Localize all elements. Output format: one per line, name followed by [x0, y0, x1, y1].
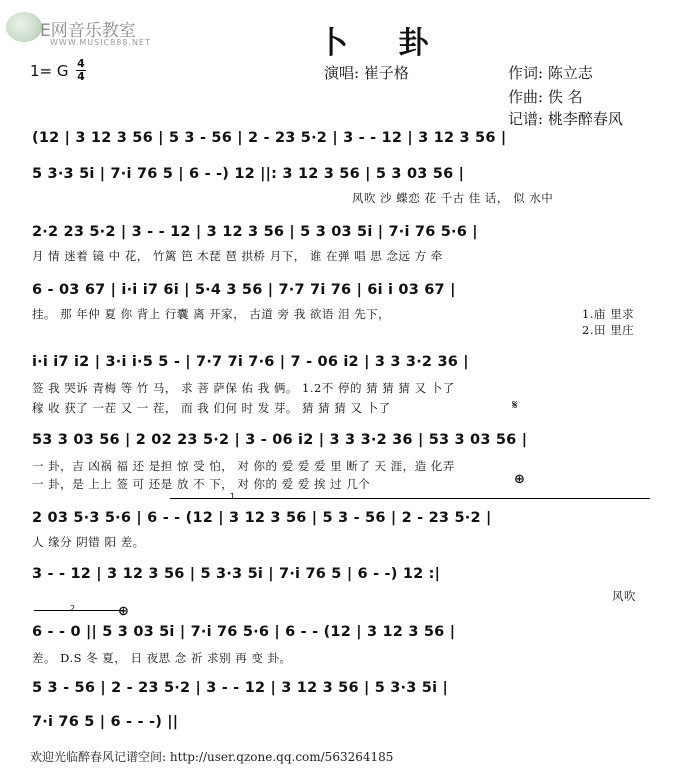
score-row-8: 3 - - 12 | 3 12 3 56 | 5 3·3 5i | 7·i 76 5 | 6 - -) 12 :| — [32, 566, 441, 582]
lyric-row-6b: 一 卦，是 上上 签 可 还是 放 不 下， 对 你的 爱 爱 挨 过 几个 — [32, 477, 371, 491]
score-row-4: 6 - 03 67 | i·i i7 6i | 5·4 3 56 | 7·7 7i 76 | 6i i 03 67 | — [32, 282, 456, 298]
coda-icon-1: ⊕ — [514, 472, 525, 487]
lyricist-credit: 作词: 陈立志 — [508, 64, 593, 82]
score-row-9: 6 - - 0 || 5 3 03 5i | 7·i 76 5·6 | 6 - - (12 | 3 12 3 56 | — [32, 624, 456, 640]
time-signature-bottom: 4 — [77, 70, 85, 83]
lyric-row-8: 风吹 — [612, 589, 636, 603]
segno-icon: 𝄋 — [512, 398, 518, 413]
logo-url: WWW.MUSIC888.NET — [50, 38, 151, 47]
score-row-5: i·i i7 i2 | 3·i i·5 5 - | 7·7 7i 7·6 | 7 - 06 i2 | 3 3 3·2 36 | — [32, 354, 469, 370]
score-row-1: (12 | 3 12 3 56 | 5 3 - 56 | 2 - 23 5·2 | 3 - - 12 | 3 12 3 56 | — [32, 130, 507, 146]
lyric-row-4: 挂。 那 年仲 夏 你 背上 行囊 离 开家， 古道 旁 我 欲语 泪 先下， — [32, 307, 391, 321]
time-signature-top: 4 — [77, 57, 85, 70]
logo-text: E网音乐教室 — [40, 21, 136, 41]
singer-credit: 演唱: 崔子格 — [324, 64, 409, 82]
lyric-row-4-verse2: 2.田 里庄 — [582, 323, 635, 337]
lyric-row-6: 一 卦，吉 凶祸 福 还 是担 惊 受 怕， 对 你的 爱 爱 爱 里 断了 天 涯，造 化弄 — [32, 459, 455, 473]
lyric-row-2: 风吹 沙 蝶恋 花 千古 佳 话， 似 水中 — [352, 191, 554, 205]
score-row-10: 5 3 - 56 | 2 - 23 5·2 | 3 - - 12 | 3 12 3 56 | 5 3·3 5i | — [32, 680, 449, 696]
song-title: 卜 卦 — [318, 26, 449, 61]
score-row-6: 53 3 03 56 | 2 02 23 5·2 | 3 - 06 i2 | 3 3 3·2 36 | 53 3 03 56 | — [32, 432, 528, 448]
time-signature — [76, 58, 86, 83]
lyric-row-4-verse1: 1.庙 里求 — [582, 307, 635, 321]
coda-icon-2: ⊕ — [118, 604, 129, 619]
transcriber-credit: 记谱: 桃李醉春风 — [508, 110, 623, 128]
site-logo — [6, 8, 166, 48]
score-row-2: 5 3·3 5i | 7·i 76 5 | 6 - -) 12 ||: 3 12 3 56 | 5 3 03 56 | — [32, 166, 465, 182]
lyric-row-5: 签 我 哭诉 青梅 等 竹 马， 求 菩 萨保 佑 我 俩。 1.2不 停的 猜 猜 猜 又 卜了 — [32, 381, 455, 395]
lyric-row-5b: 稼 收 获了 一茬 又 一 茬， 而 我 们何 时 发 芽。 猜 猜 猜 又 卜了 — [32, 401, 391, 415]
lyric-row-7: 人 缘分 阴错 阳 差。 — [32, 535, 145, 549]
volta-2-number: 2 — [70, 604, 76, 613]
score-row-3: 2·2 23 5·2 | 3 - - 12 | 3 12 3 56 | 5 3 03 5i | 7·i 76 5·6 | — [32, 224, 478, 240]
key-signature: 1= G — [30, 62, 69, 80]
lyric-row-9: 差。 D.S 冬 夏， 日 夜思 念 祈 求别 再 变 卦。 — [32, 651, 292, 665]
score-row-7: 2 03 5·3 5·6 | 6 - - (12 | 3 12 3 56 | 5 3 - 56 | 2 - 23 5·2 | — [32, 510, 492, 526]
score-row-11: 7·i 76 5 | 6 - - -) || — [32, 714, 179, 730]
lyric-row-3: 月 情 迷着 镜 中 花， 竹篱 笆 木琵 琶 拱桥 月下， 谁 在弹 唱 思 念远 方 牵 — [32, 249, 443, 263]
logo-icon — [6, 12, 42, 42]
footer-credit: 欢迎光临醉春风记谱空间: http://user.qzone.qq.com/563264185 — [30, 750, 394, 764]
volta-2-line — [34, 610, 124, 611]
volta-1-line — [170, 498, 650, 499]
volta-1-number: 1 — [230, 492, 236, 501]
composer-credit: 作曲: 佚 名 — [508, 88, 583, 106]
